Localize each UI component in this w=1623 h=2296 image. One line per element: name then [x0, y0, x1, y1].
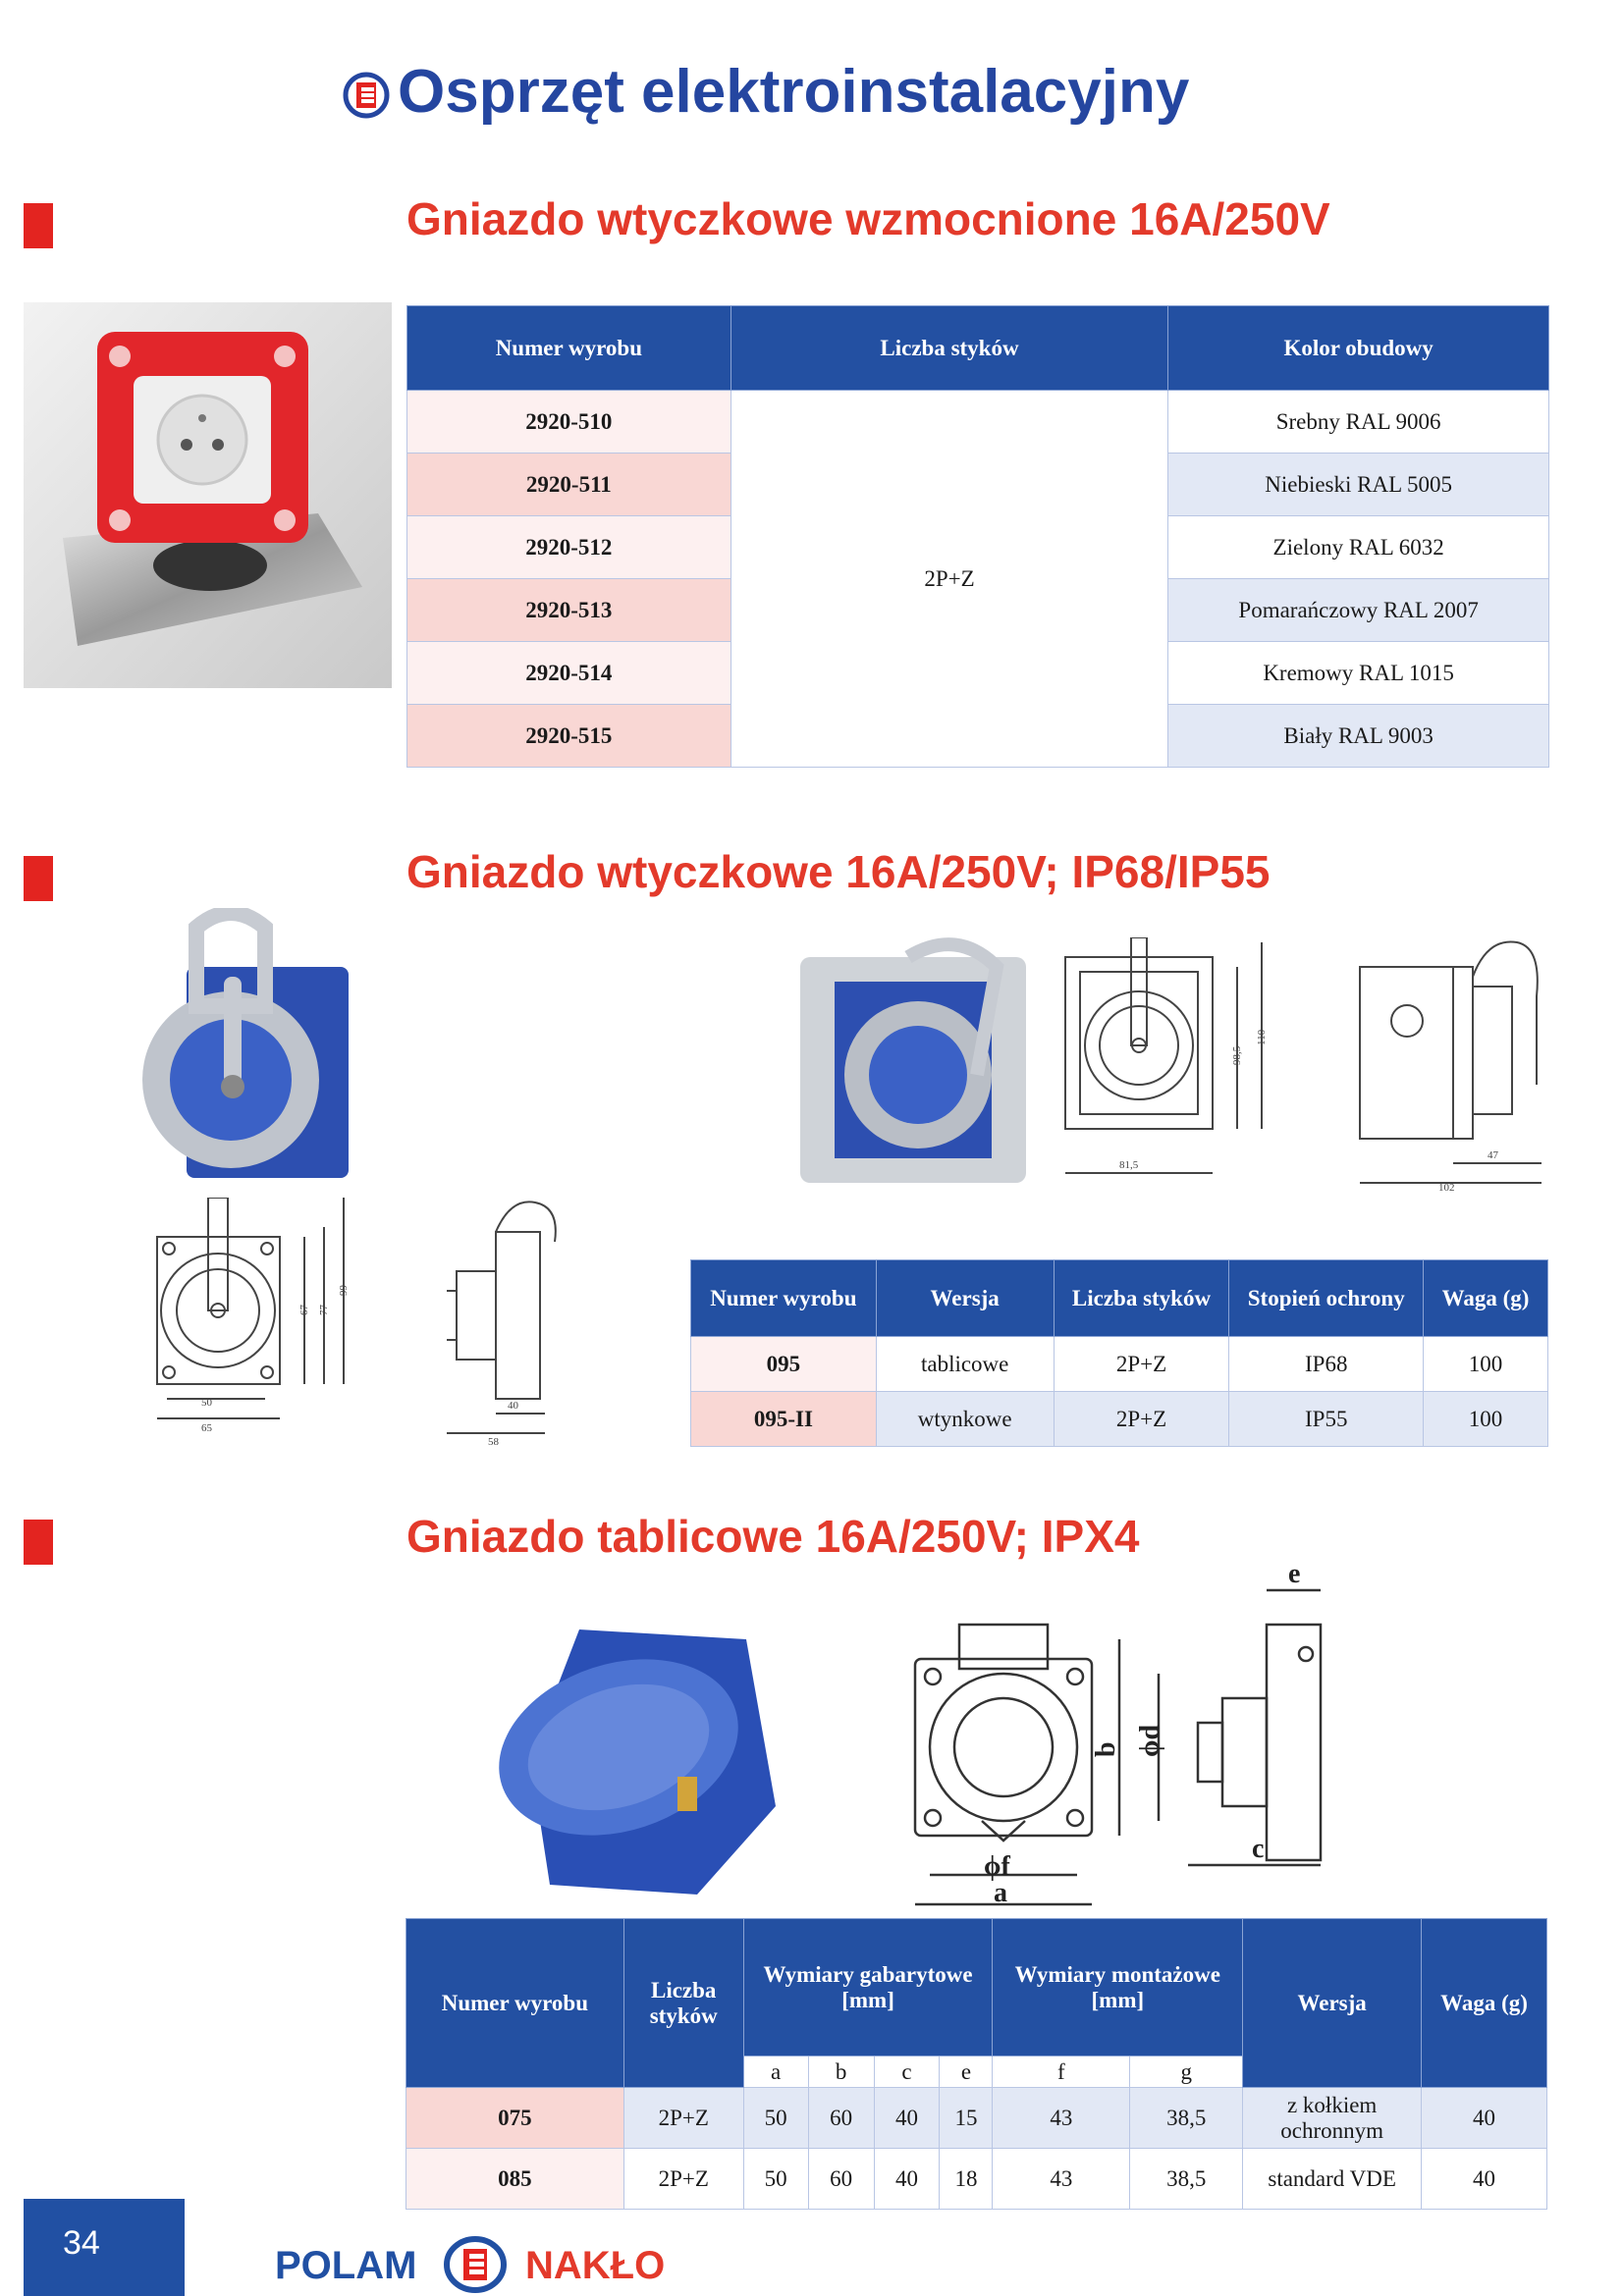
- section-marker: [24, 203, 53, 248]
- col-header: Wymiary gabarytowe [mm]: [743, 1919, 993, 2056]
- col-header: Liczba styków: [623, 1919, 743, 2088]
- weight-cell: 100: [1424, 1392, 1548, 1447]
- dim-cell: 60: [808, 2149, 874, 2210]
- contacts-cell: 2P+Z: [730, 391, 1168, 768]
- dim-label: 98,5: [1231, 1045, 1243, 1065]
- subheader: g: [1130, 2056, 1243, 2088]
- col-header: Waga (g): [1422, 1919, 1547, 2088]
- dim-label: 102: [1438, 1182, 1455, 1193]
- col-header: Liczba styków: [1054, 1260, 1229, 1337]
- weight-cell: 40: [1422, 2149, 1547, 2210]
- subheader: c: [874, 2056, 940, 2088]
- subheader: f: [993, 2056, 1130, 2088]
- product-number: 095-II: [691, 1392, 877, 1447]
- ip55-front-drawing: [1060, 937, 1291, 1178]
- dim-cell: 40: [874, 2088, 940, 2149]
- dim-cell: 18: [940, 2149, 993, 2210]
- col-header: Kolor obudowy: [1168, 306, 1549, 391]
- subheader: e: [940, 2056, 993, 2088]
- dim-label: ϕf: [984, 1851, 1010, 1882]
- color-cell: Kremowy RAL 1015: [1168, 642, 1549, 705]
- polam-logo-icon: [342, 71, 391, 120]
- dim-label: 67: [298, 1305, 310, 1315]
- color-cell: Zielony RAL 6032: [1168, 516, 1549, 579]
- col-header: Numer wyrobu: [406, 1919, 624, 2088]
- dim-cell: 38,5: [1130, 2149, 1243, 2210]
- dim-label: 110: [1256, 1029, 1268, 1045]
- ipx4-socket-photo: [491, 1610, 785, 1904]
- subheader: b: [808, 2056, 874, 2088]
- page-number: 34: [63, 2224, 100, 2262]
- page-number-box: [24, 2199, 185, 2296]
- section-title: Gniazdo tablicowe 16A/250V; IPX4: [406, 1511, 1140, 1562]
- reinforced-socket-photo: [24, 302, 392, 688]
- footer-brand-right: NAKŁO: [525, 2244, 666, 2287]
- section-title: Gniazdo wtyczkowe wzmocnione 16A/250V: [406, 193, 1330, 244]
- dim-label: 65: [201, 1422, 212, 1434]
- product-number: 2920-515: [407, 705, 731, 768]
- col-header: Wersja: [1243, 1919, 1422, 2088]
- product-number: 095: [691, 1337, 877, 1392]
- dim-label: 58: [488, 1436, 499, 1448]
- dim-cell: 43: [993, 2088, 1130, 2149]
- dim-label: 50: [201, 1397, 212, 1409]
- ip55-side-drawing: [1350, 937, 1551, 1193]
- section-marker: [24, 856, 53, 901]
- version-cell: standard VDE: [1243, 2149, 1422, 2210]
- product-number: 2920-513: [407, 579, 731, 642]
- product-number: 085: [406, 2149, 624, 2210]
- color-cell: Biały RAL 9003: [1168, 705, 1549, 768]
- dim-label: ϕd: [1135, 1724, 1165, 1757]
- contacts-cell: 2P+Z: [623, 2149, 743, 2210]
- ip68-front-drawing: [147, 1198, 373, 1448]
- dim-label: 81,5: [1119, 1159, 1139, 1171]
- page-title: Osprzęt elektroinstalacyjny: [398, 58, 1190, 126]
- color-cell: Pomarańczowy RAL 2007: [1168, 579, 1549, 642]
- contacts-cell: 2P+Z: [623, 2088, 743, 2149]
- col-header: Waga (g): [1424, 1260, 1548, 1337]
- weight-cell: 40: [1422, 2088, 1547, 2149]
- dim-label: c: [1252, 1834, 1265, 1864]
- ip-cell: IP68: [1229, 1337, 1424, 1392]
- ip-cell: IP55: [1229, 1392, 1424, 1447]
- version-cell: z kołkiem ochronnym: [1243, 2088, 1422, 2149]
- footer-brand-left: POLAM: [275, 2244, 417, 2287]
- dim-cell: 38,5: [1130, 2088, 1243, 2149]
- dim-label: 40: [508, 1400, 518, 1412]
- dim-cell: 43: [993, 2149, 1130, 2210]
- col-header: Liczba styków: [730, 306, 1168, 391]
- dim-label: a: [994, 1878, 1007, 1908]
- dim-label: 77: [318, 1305, 330, 1315]
- product-table-ip68: [690, 1259, 1548, 1447]
- col-header: Numer wyrobu: [407, 306, 731, 391]
- dim-label: 47: [1488, 1149, 1498, 1161]
- product-number: 075: [406, 2088, 624, 2149]
- weight-cell: 100: [1424, 1337, 1548, 1392]
- ip68-side-drawing: [437, 1193, 574, 1448]
- col-header: Wymiary montażowe [mm]: [993, 1919, 1243, 2056]
- dim-cell: 40: [874, 2149, 940, 2210]
- dim-label: 99: [338, 1285, 350, 1296]
- product-table-reinforced: [406, 305, 1549, 768]
- product-number: 2920-512: [407, 516, 731, 579]
- ip55-socket-photo: [781, 928, 1046, 1198]
- dim-cell: 60: [808, 2088, 874, 2149]
- version-cell: wtynkowe: [876, 1392, 1054, 1447]
- product-number: 2920-511: [407, 454, 731, 516]
- col-header: Stopień ochrony: [1229, 1260, 1424, 1337]
- color-cell: Srebny RAL 9006: [1168, 391, 1549, 454]
- color-cell: Niebieski RAL 5005: [1168, 454, 1549, 516]
- dim-cell: 15: [940, 2088, 993, 2149]
- contacts-cell: 2P+Z: [1054, 1337, 1229, 1392]
- product-number: 2920-510: [407, 391, 731, 454]
- product-number: 2920-514: [407, 642, 731, 705]
- dim-label: e: [1288, 1561, 1301, 1589]
- product-table-ipx4: [406, 1918, 1547, 2210]
- contacts-cell: 2P+Z: [1054, 1392, 1229, 1447]
- section-title: Gniazdo wtyczkowe 16A/250V; IP68/IP55: [406, 846, 1271, 897]
- ipx4-side-drawing: [1168, 1561, 1355, 1875]
- col-header: Numer wyrobu: [691, 1260, 877, 1337]
- dim-cell: 50: [743, 2088, 808, 2149]
- polam-logo-icon: [442, 2235, 509, 2294]
- subheader: a: [743, 2056, 808, 2088]
- dim-label: b: [1091, 1741, 1121, 1757]
- col-header: Wersja: [876, 1260, 1054, 1337]
- version-cell: tablicowe: [876, 1337, 1054, 1392]
- dim-cell: 50: [743, 2149, 808, 2210]
- ip68-socket-photo: [137, 908, 373, 1193]
- section-marker: [24, 1520, 53, 1565]
